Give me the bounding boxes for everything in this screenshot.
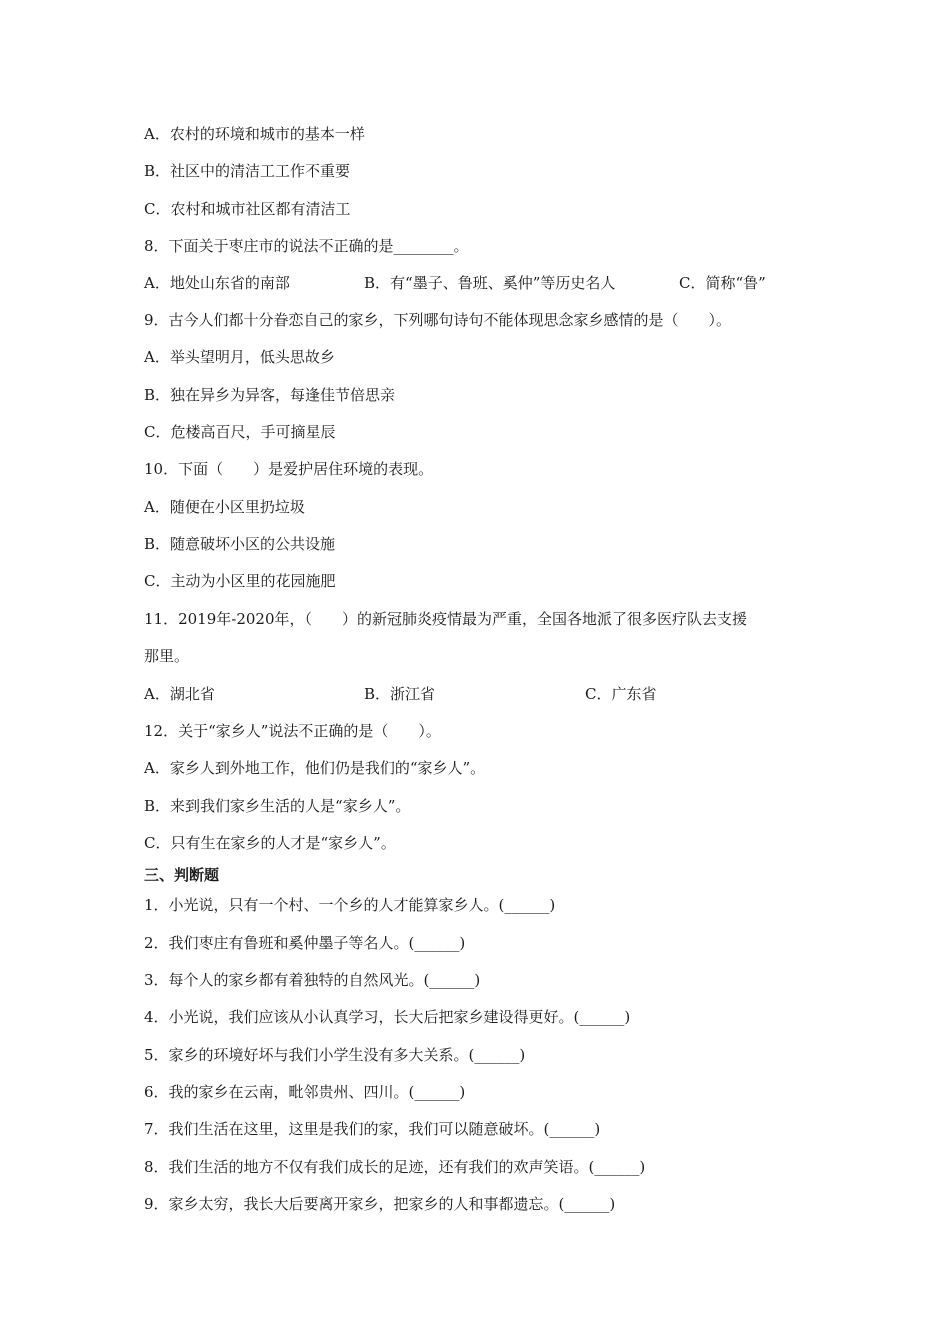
q11-question-line2: 那里。: [144, 647, 190, 665]
q10-option-b: B．随意破坏小区的公共设施: [144, 535, 336, 553]
q9-option-b: B．独在异乡为异客，每逢佳节倍思亲: [144, 386, 396, 404]
q12-question: 12．关于“家乡人”说法不正确的是（ ）。: [144, 722, 441, 740]
q8-option-c: C．简称“鲁”: [679, 274, 766, 292]
tf-item-8: 8．我们生活的地方不仅有我们成长的足迹，还有我们的欢声笑语。(______): [144, 1158, 646, 1176]
q11-option-c: C．广东省: [585, 685, 657, 703]
q11-option-a: A．湖北省: [144, 685, 215, 703]
q9-option-c: C．危楼高百尺，手可摘星辰: [144, 423, 336, 441]
tf-item-5: 5．家乡的环境好坏与我们小学生没有多大关系。(______): [144, 1046, 526, 1064]
q11-option-b: B．浙江省: [364, 685, 436, 703]
q7-option-c: C．农村和城市社区都有清洁工: [144, 200, 351, 218]
q11-question-line1: 11．2019年-2020年，（ ）的新冠肺炎疫情最为严重，全国各地派了很多医疗队去支援: [144, 610, 748, 628]
q10-option-c: C．主动为小区里的花园施肥: [144, 572, 336, 590]
tf-item-9: 9．家乡太穷，我长大后要离开家乡，把家乡的人和事都遗忘。(______): [144, 1195, 616, 1213]
q7-option-a: A．农村的环境和城市的基本一样: [144, 125, 365, 143]
q9-option-a: A．举头望明月，低头思故乡: [144, 348, 335, 366]
q12-option-a: A．家乡人到外地工作，他们仍是我们的“家乡人”。: [144, 759, 486, 777]
q10-question: 10．下面（ ）是爱护居住环境的表现。: [144, 460, 434, 478]
q10-option-a: A．随便在小区里扔垃圾: [144, 498, 305, 516]
q12-option-b: B．来到我们家乡生活的人是“家乡人”。: [144, 797, 411, 815]
q8-option-a: A．地处山东省的南部: [144, 274, 290, 292]
q8-options-row: [144, 273, 804, 293]
tf-item-1: 1．小光说，只有一个村、一个乡的人才能算家乡人。(______): [144, 896, 556, 914]
q7-option-b: B．社区中的清洁工工作不重要: [144, 162, 351, 180]
q8-option-b: B．有“墨子、鲁班、奚仲”等历史名人: [364, 274, 616, 292]
tf-item-2: 2．我们枣庄有鲁班和奚仲墨子等名人。(______): [144, 934, 466, 952]
q12-option-c: C．只有生在家乡的人才是“家乡人”。: [144, 834, 396, 852]
tf-item-4: 4．小光说，我们应该从小认真学习，长大后把家乡建设得更好。(______): [144, 1008, 631, 1026]
q9-question: 9．古今人们都十分眷恋自己的家乡，下列哪句诗句不能体现思念家乡感情的是（ ）。: [144, 311, 732, 329]
section3-title: 三、判断题: [144, 866, 220, 884]
tf-item-6: 6．我的家乡在云南，毗邻贵州、四川。(______): [144, 1083, 466, 1101]
q8-question: 8．下面关于枣庄市的说法不正确的是________。: [144, 237, 469, 255]
tf-item-3: 3．每个人的家乡都有着独特的自然风光。(______): [144, 971, 481, 989]
tf-item-7: 7．我们生活在这里，这里是我们的家，我们可以随意破坏。(______): [144, 1120, 601, 1138]
q11-options-row: [144, 684, 704, 704]
